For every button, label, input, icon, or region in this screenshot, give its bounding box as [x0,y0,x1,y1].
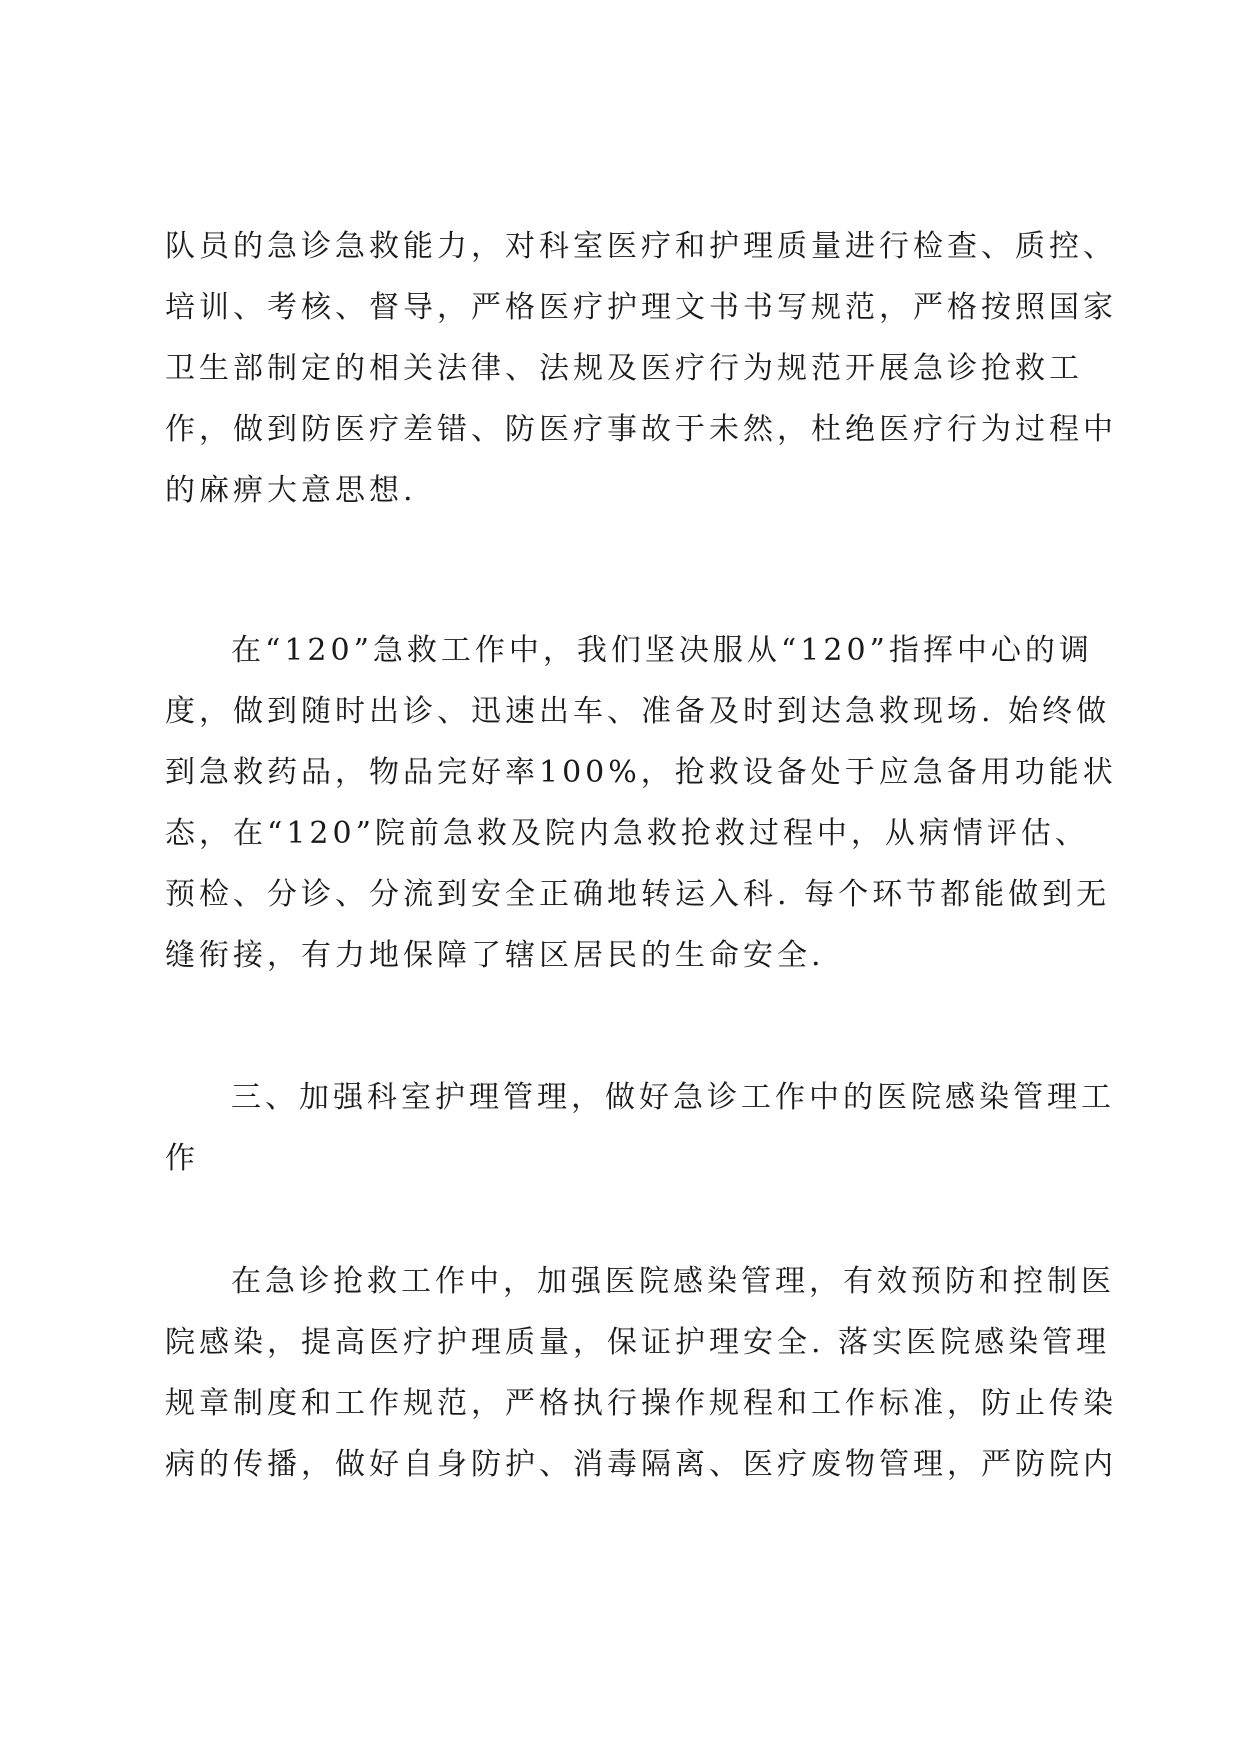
paragraph-line: 队员的急诊急救能力，对科室医疗和护理质量进行检查、质控、 [165,229,1117,264]
paragraph-line: 病的传播，做好自身防护、消毒隔离、医疗废物管理，严防院内 [165,1447,1117,1482]
paragraph-line: 作，做到防医疗差错、防医疗事故于未然，杜绝医疗行为过程中 [165,412,1117,447]
paragraph-line: 培训、考核、督导，严格医疗护理文书书写规范，严格按照国家 [165,290,1117,325]
paragraph-line: 预检、分诊、分流到安全正确地转运入科. 每个环节都能做到无 [165,877,1111,912]
paragraph-120-rescue [165,620,1117,986]
section-heading-infection-management [165,1067,1115,1189]
paragraph-line: 的麻痹大意思想. [165,473,417,508]
paragraph-line: 在急诊抢救工作中，加强医院感染管理，有效预防和控制医 [231,1264,1115,1299]
paragraph-line: 缝衔接，有力地保障了辖区居民的生命安全. [165,938,825,973]
paragraph-line: 态，在“120”院前急救及院内急救抢救过程中，从病情评估、 [165,816,1089,851]
paragraph-line: 度，做到随时出诊、迅速出车、准备及时到达急救现场. 始终做 [165,694,1111,729]
paragraph-line: 在“120”急救工作中，我们坚决服从“120”指挥中心的调 [231,633,1093,668]
paragraph-emergency-capability [165,216,1117,521]
paragraph-line: 到急救药品，物品完好率100%，抢救设备处于应急备用功能状 [165,755,1117,790]
heading-line: 作 [165,1141,199,1176]
paragraph-line: 规章制度和工作规范，严格执行操作规程和工作标准，防止传染 [165,1386,1117,1421]
paragraph-line: 院感染，提高医疗护理质量，保证护理安全. 落实医院感染管理 [165,1325,1111,1360]
heading-line: 三、加强科室护理管理，做好急诊工作中的医院感染管理工 [231,1080,1115,1115]
paragraph-line: 卫生部制定的相关法律、法规及医疗行为规范开展急诊抢救工 [165,351,1083,386]
paragraph-infection-control [165,1251,1117,1495]
